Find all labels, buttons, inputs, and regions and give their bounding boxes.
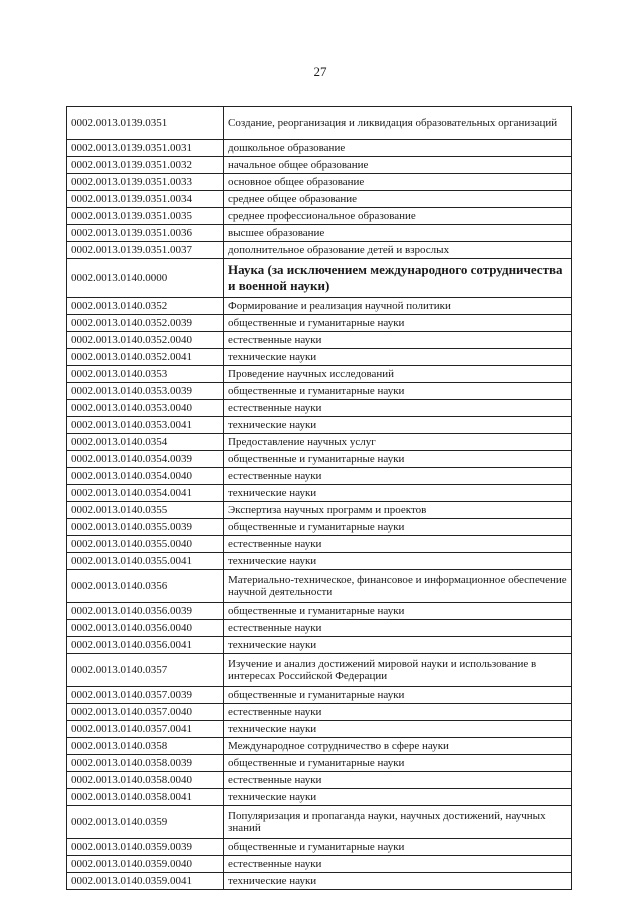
table-row <box>67 553 572 570</box>
row-code: 0002.0013.0140.0356.0041 <box>67 637 224 654</box>
table-row <box>67 485 572 502</box>
row-code: 0002.0013.0140.0357 <box>67 654 224 687</box>
row-code: 0002.0013.0140.0357.0039 <box>67 687 224 704</box>
table-row <box>67 620 572 637</box>
table-row <box>67 519 572 536</box>
row-code: 0002.0013.0140.0357.0040 <box>67 704 224 721</box>
table-row <box>67 856 572 873</box>
row-description: естественные науки <box>224 332 572 349</box>
row-description: технические науки <box>224 349 572 366</box>
row-description: Изучение и анализ достижений мировой науки и использование в интересах Российской Федерации <box>224 654 572 687</box>
row-code: 0002.0013.0140.0353.0039 <box>67 383 224 400</box>
row-description: естественные науки <box>224 536 572 553</box>
table-row <box>67 772 572 789</box>
table-row <box>67 400 572 417</box>
table-row <box>67 637 572 654</box>
row-description: Материально-техническое, финансовое и информационное обеспечение научной деятельности <box>224 570 572 603</box>
row-description: дошкольное образование <box>224 140 572 157</box>
row-description: общественные и гуманитарные науки <box>224 451 572 468</box>
row-description: Формирование и реализация научной политики <box>224 298 572 315</box>
row-code: 0002.0013.0140.0000 <box>67 259 224 298</box>
row-description: технические науки <box>224 553 572 570</box>
row-code: 0002.0013.0140.0352.0041 <box>67 349 224 366</box>
row-code: 0002.0013.0140.0359.0039 <box>67 839 224 856</box>
table-row <box>67 140 572 157</box>
row-description: технические науки <box>224 873 572 890</box>
row-description: естественные науки <box>224 856 572 873</box>
table-row <box>67 434 572 451</box>
table-row <box>67 208 572 225</box>
row-code: 0002.0013.0139.0351.0035 <box>67 208 224 225</box>
table-row <box>67 157 572 174</box>
table-row <box>67 704 572 721</box>
row-code: 0002.0013.0140.0356.0039 <box>67 603 224 620</box>
row-code: 0002.0013.0140.0355.0040 <box>67 536 224 553</box>
row-description: общественные и гуманитарные науки <box>224 839 572 856</box>
table-row <box>67 806 572 839</box>
row-code: 0002.0013.0140.0353.0041 <box>67 417 224 434</box>
table-row <box>67 366 572 383</box>
row-description: общественные и гуманитарные науки <box>224 519 572 536</box>
row-description: естественные науки <box>224 400 572 417</box>
row-description: естественные науки <box>224 704 572 721</box>
classifier-table-body <box>67 107 572 890</box>
row-code: 0002.0013.0140.0356 <box>67 570 224 603</box>
row-code: 0002.0013.0140.0355 <box>67 502 224 519</box>
table-row <box>67 298 572 315</box>
row-description: Проведение научных исследований <box>224 366 572 383</box>
row-code: 0002.0013.0140.0354 <box>67 434 224 451</box>
row-description: общественные и гуманитарные науки <box>224 687 572 704</box>
table-row <box>67 225 572 242</box>
row-description: общественные и гуманитарные науки <box>224 383 572 400</box>
table-row <box>67 191 572 208</box>
table-row <box>67 315 572 332</box>
row-description: среднее профессиональное образование <box>224 208 572 225</box>
table-row <box>67 536 572 553</box>
row-code: 0002.0013.0140.0354.0040 <box>67 468 224 485</box>
table-row <box>67 839 572 856</box>
row-code: 0002.0013.0140.0355.0039 <box>67 519 224 536</box>
row-description: технические науки <box>224 417 572 434</box>
row-code: 0002.0013.0140.0359.0041 <box>67 873 224 890</box>
row-code: 0002.0013.0139.0351.0031 <box>67 140 224 157</box>
table-row <box>67 755 572 772</box>
row-code: 0002.0013.0140.0359 <box>67 806 224 839</box>
row-description: высшее образование <box>224 225 572 242</box>
classifier-table <box>66 106 572 890</box>
row-code: 0002.0013.0140.0358.0041 <box>67 789 224 806</box>
row-description: Наука (за исключением международного сотрудничества и военной науки) <box>224 259 572 298</box>
row-code: 0002.0013.0139.0351.0033 <box>67 174 224 191</box>
table-row <box>67 242 572 259</box>
table-row <box>67 451 572 468</box>
row-code: 0002.0013.0140.0353 <box>67 366 224 383</box>
row-description: Предоставление научных услуг <box>224 434 572 451</box>
row-description: общественные и гуманитарные науки <box>224 315 572 332</box>
table-row <box>67 738 572 755</box>
row-code: 0002.0013.0140.0357.0041 <box>67 721 224 738</box>
table-row <box>67 259 572 298</box>
row-description: Создание, реорганизация и ликвидация образовательных организаций <box>224 107 572 140</box>
row-description: технические науки <box>224 789 572 806</box>
table-row <box>67 417 572 434</box>
table-row <box>67 687 572 704</box>
row-code: 0002.0013.0140.0355.0041 <box>67 553 224 570</box>
table-row <box>67 502 572 519</box>
row-description: технические науки <box>224 721 572 738</box>
table-row <box>67 332 572 349</box>
row-code: 0002.0013.0139.0351 <box>67 107 224 140</box>
row-code: 0002.0013.0140.0354.0041 <box>67 485 224 502</box>
row-code: 0002.0013.0140.0356.0040 <box>67 620 224 637</box>
table-row <box>67 721 572 738</box>
table-row <box>67 789 572 806</box>
row-description: естественные науки <box>224 468 572 485</box>
row-description: технические науки <box>224 637 572 654</box>
table-row <box>67 603 572 620</box>
table-row <box>67 468 572 485</box>
table-row <box>67 107 572 140</box>
table-row <box>67 570 572 603</box>
row-code: 0002.0013.0140.0358 <box>67 738 224 755</box>
page-number: 27 <box>313 64 327 79</box>
row-description: общественные и гуманитарные науки <box>224 755 572 772</box>
row-description: Популяризация и пропаганда науки, научных достижений, научных знаний <box>224 806 572 839</box>
row-code: 0002.0013.0140.0358.0040 <box>67 772 224 789</box>
row-code: 0002.0013.0139.0351.0032 <box>67 157 224 174</box>
table-row <box>67 654 572 687</box>
row-code: 0002.0013.0139.0351.0034 <box>67 191 224 208</box>
row-description: основное общее образование <box>224 174 572 191</box>
row-code: 0002.0013.0140.0353.0040 <box>67 400 224 417</box>
row-code: 0002.0013.0140.0352.0039 <box>67 315 224 332</box>
row-description: общественные и гуманитарные науки <box>224 603 572 620</box>
row-code: 0002.0013.0140.0359.0040 <box>67 856 224 873</box>
row-description: дополнительное образование детей и взрослых <box>224 242 572 259</box>
row-description: естественные науки <box>224 620 572 637</box>
table-row <box>67 873 572 890</box>
row-code: 0002.0013.0139.0351.0037 <box>67 242 224 259</box>
row-description: технические науки <box>224 485 572 502</box>
row-description: естественные науки <box>224 772 572 789</box>
row-description: Международное сотрудничество в сфере науки <box>224 738 572 755</box>
row-code: 0002.0013.0140.0352 <box>67 298 224 315</box>
table-row <box>67 383 572 400</box>
table-row <box>67 174 572 191</box>
row-description: среднее общее образование <box>224 191 572 208</box>
row-description: начальное общее образование <box>224 157 572 174</box>
row-code: 0002.0013.0140.0352.0040 <box>67 332 224 349</box>
row-code: 0002.0013.0140.0358.0039 <box>67 755 224 772</box>
table-row <box>67 349 572 366</box>
row-description: Экспертиза научных программ и проектов <box>224 502 572 519</box>
row-code: 0002.0013.0140.0354.0039 <box>67 451 224 468</box>
row-code: 0002.0013.0139.0351.0036 <box>67 225 224 242</box>
